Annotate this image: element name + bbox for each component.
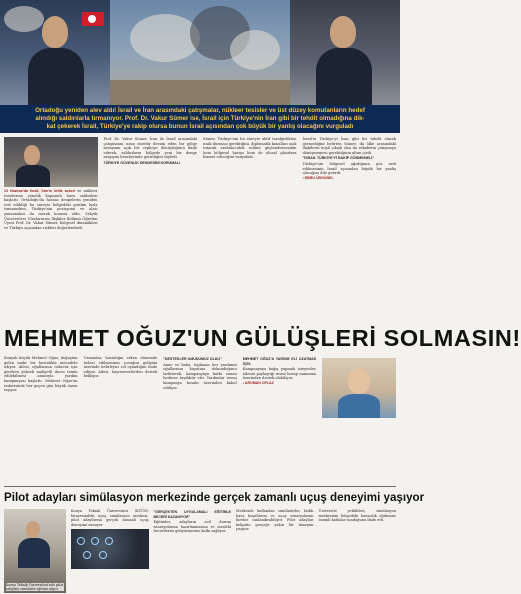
simulator-photo [4,509,66,593]
article2-col4-body: Kampanyaya bağış yapmak isteyenler, ailenin paylaştığı resmi hesap numarası üzerinden destek olabiliyor. [242,367,317,381]
strike-smoke-photo [110,0,290,105]
article3-col4-body: Üniversite yetkilileri, simülasyon merkezinin bölgedeki havacılık eğitimine önemli katkılar sunduğunu ifade etti. [318,509,396,522]
article1-col2-subhead: TÜRKİYE GÜVENLİK DENGESİNİ KORUMALI [103,160,180,165]
politician-photo-left [0,0,110,105]
article3-col3-body: Merkezde kullanılan simülatörler, farklı hava koşullarını ve uçuş senaryolarını birebir canlandırabiliyor. Pilot adayları kokpitte gerçeğe yakın bir deneyim yaşıyor. [236,509,314,531]
pilot-article-title: Pilot adayları simülasyon merkezinde gerçek zamanlı uçuş deneyimi yaşıyor [4,491,425,504]
article2-col1-body: Konyalı küçük Mehmet Oğuz, doğuştan gelen nadir bir hastalıkla mücadele ediyor. Ailesi, oğullarının tedavisi için gereken yüksek maliyetli ilacın temin edilebilmesi amacıyla yardım kampanyası başlattı. Mehmet Oğuz'un tedavisinde her geçen gün büyük önem taşıyor. [4,356,78,393]
flag-icon [82,12,104,26]
article2-col4-subhead: MEHMET OĞUZ'A YARDIM ELİ UZATMAK İÇİN: [242,357,317,366]
headline-line-1: Ortadoğu yeniden alev aldı! İsrail ve İran arasındaki çatışmalar, nükleer tesisler ve üst düzey komutanların hedef [35,107,365,114]
article3-column-2 [154,509,232,593]
article2-column-5 [322,356,396,486]
article1-lead: 13 Haziran'da İsrail, İran'ın kritik askeri [4,189,76,193]
top-photo-strip [0,0,400,105]
headline-line-3: kat çekerek İsrail, Türkiye'ye rakip olursa bunun İsrail açısından çok büyük bir yanlış olacağını vurguladı [46,123,354,130]
article1-column-3 [203,137,297,321]
article1-column-2 [104,137,198,321]
article1-col4-end: Türkiye'nin bölgesel ağırlığının göz ardı edilmesinin İsrail açısından büyük bir yanlış olacağını dile getirdi. [302,161,396,176]
article1-col2-body: Prof. Dr. Vakur Sümer, İran ile İsrail arasındaki çatışmanın uzun süredir devam eden bir gölge savaşının açık bir cepheye dönüştüğünü ifade ederek, saldırıların bölgede yeni bir denge arayışını beraberinde getirdiğini söyledi. [103,137,197,160]
article-pilot-simulation [4,509,396,593]
article2-col2-body: Uzmanlar, hastalığın erken dönemde tedavi edilmesinin çocuğun gelişimi üzerinde belirleyici rol oynadığını ifade ediyor. Ailesi, hayırseverlerden destek bekliyor. [83,356,158,379]
cockpit-photo [71,529,149,569]
child-photo [322,358,396,418]
article3-column-3 [236,509,314,593]
article1-col4-body: İsrail'in Türkiye'yi İran gibi bir tehdit olarak görmediğini belirten Sümer, iki ülke arasındaki ilişkilerin inişli çıkışlı olsa da rekabetin çatışmaya dönüşmemesi gerektiğinin altını çizdi. [302,137,396,155]
article2-signature: • ARUMAN OFLAZ [242,380,274,385]
article1-col3-body: Sümer, Türkiye'nin bu süreçte aktif tarafgirlikten uzak durması gerektiğini, diplomatik kanalları açık tutarak arabuluculuk rolünü güçlendirmesinin hem bölgesel barışa hem de ulusal çıkarlara hizmet edeceğini vurguladı. [203,137,297,160]
article2-column-4 [243,356,317,486]
politician-photo-right [290,0,400,105]
expert-portrait [4,137,98,187]
article1-signature: • EBRU ÜRGÜNEL [302,175,334,180]
article2-column-1 [4,356,78,486]
article1-col4-subhead: "İSRAİL TÜRKİYE'Yİ RAKİP GÖRMEMELİ" [302,156,374,161]
article2-column-3 [163,356,237,486]
article2-col3-body: Anne ve baba, toplanan her yardımın oğullarının hayatına dokunduğunu belirterek, kampanyaya katkı sunan herkese teşekkür etti. Yardımlar resmi kampanya hesabı üzerinden kabul ediliyor. [163,362,237,390]
article-israel-iran [4,137,396,321]
main-headline [0,105,400,133]
article3-column-4 [319,509,397,593]
simulator-photo-caption: Konya Teknik Üniversitesi'nde pilot adayları simülatör eğitimi alıyor. [6,583,64,591]
article3-col2-subhead: "GERÇEKTEN UYGULAMALI EĞİTİMLE BECERİ KAZANIYOR" [153,510,231,519]
article-mehmet-oguz [4,356,396,486]
article1-col1-body: ve nükleer tesislerine yönelik kapsamlı hava saldırıları başlattı. Ortadoğu'da hassas dengelerin yeniden test edildiği bu süreçte bölgedeki gerilim hızla tırmanırken, Türkiye'nin pozisyonu ve olası yansımaları da merak konusu oldu. Selçuk Üniversitesi Uluslararası İlişkiler Bölümü Öğretim Üyesi Prof. Dr. Vakur Sümer, bölgesel dinamikleri ve Türkiye açısından riskleri değerlendirdi. [4,189,98,230]
article3-col1-body: Konya Teknik Üniversitesi (KTÜN) bünyesindeki uçuş simülasyon merkezi, pilot adaylarına gerçek zamanlı uçuş deneyimi sunuyor. [71,509,149,527]
oguz-article-title: MEHMET OĞUZ'UN GÜLÜŞLERİ SOLMASIN! [4,325,521,351]
article1-column-1 [4,137,98,321]
article3-column-1 [71,509,149,593]
article3-col2-body: Eğitimler, adayların acil durum senaryolarına hazırlanmasına ve mesleki becerilerini geliştirmesine katkı sağlıyor. [153,520,231,533]
article1-column-4 [303,137,397,321]
article2-col3-subhead: "DESTEKLER UMUDUMUZ OLDU" [163,357,222,361]
headline-line-2: alındığı saldırılarla tırmanıyor. Prof. Dr. Vakur Sümer ise, İsrail için Türkiye'nin İran gibi bir tehdit olmadığına dik- [35,115,365,122]
article2-column-2 [84,356,158,486]
section-divider [4,486,396,487]
